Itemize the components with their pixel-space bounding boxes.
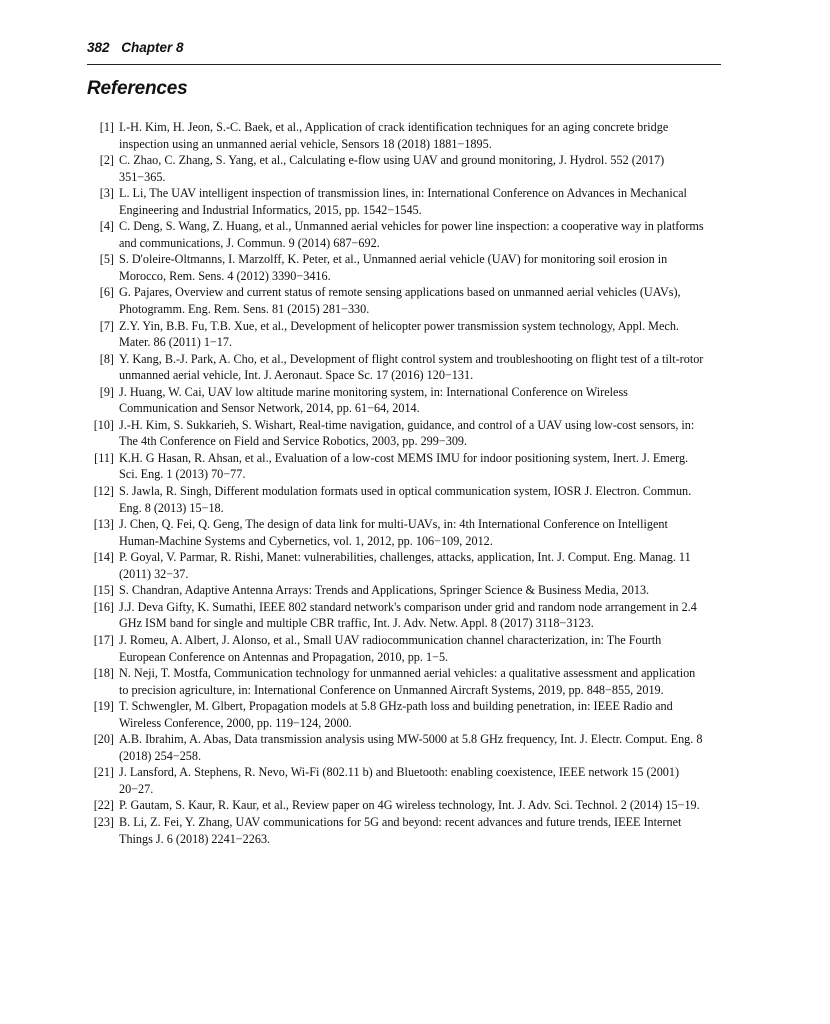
reference-number: [19] <box>93 699 114 714</box>
reference-item <box>87 516 721 549</box>
reference-number: [16] <box>93 599 114 614</box>
reference-item <box>87 797 721 814</box>
reference-text: B. Li, Z. Fei, Y. Zhang, UAV communications for 5G and beyond: recent advances and future trends, IEEE Internet Things J. 6 (2018) 2241−2263. <box>119 814 682 846</box>
reference-item <box>87 351 721 384</box>
reference-text: G. Pajares, Overview and current status of remote sensing applications based on unmanned aerial vehicles (UAVs), Photogramm. Eng. Rem. Sens. 81 (2015) 281−330. <box>119 285 681 317</box>
reference-number: [3] <box>99 186 114 201</box>
reference-text: J. Romeu, A. Albert, J. Alonso, et al., Small UAV radiocommunication channel characterization, in: The Fourth European Conference on Antennas and Propagation, 2010, pp. 1−5. <box>119 632 662 664</box>
reference-text: J.J. Deva Gifty, K. Sumathi, IEEE 802 standard network's comparison under grid and random node arrangement in 2.4 GHz ISM band for single and multiple CBR traffic, Int. J. Adv. Netw. Appl. 8 (2017) 3118−3123. <box>119 599 697 631</box>
reference-item <box>87 417 721 450</box>
reference-item <box>87 582 721 599</box>
reference-item <box>87 185 721 218</box>
reference-number: [11] <box>94 450 114 465</box>
reference-text: T. Schwengler, M. Glbert, Propagation models at 5.8 GHz-path loss and building penetration, in: IEEE Radio and Wireless Conference, 2000, pp. 119−124, 2000. <box>119 699 673 730</box>
reference-text: N. Neji, T. Mostfa, Communication technology for unmanned aerial vehicles: a qualitative assessment and application to precision agriculture, in: International Conference on Unmanned Aircraft Systems, 2019, pp. 848−855, 2019. <box>119 666 696 697</box>
reference-number: [23] <box>93 814 114 829</box>
reference-item <box>87 814 721 847</box>
reference-number: [18] <box>93 666 114 681</box>
reference-number: [6] <box>99 285 114 300</box>
reference-text: L. Li, The UAV intelligent inspection of transmission lines, in: International Conference on Advances in Mechanical Engineering and Industrial Informatics, 2015, pp. 1542−1545. <box>119 186 687 217</box>
reference-number: [8] <box>99 351 114 366</box>
reference-number: [2] <box>99 153 114 168</box>
reference-text: Y. Kang, B.-J. Park, A. Cho, et al., Development of flight control system and troubleshooting on flight test of a tilt-rotor unmanned aerial vehicle, Int. J. Aeronaut. Space Sc. 17 (2016) 120−131. <box>119 351 704 383</box>
reference-number: [20] <box>93 732 114 747</box>
reference-number: [1] <box>99 120 114 134</box>
running-head <box>87 40 721 65</box>
reference-item <box>87 665 721 698</box>
reference-item <box>87 764 721 797</box>
reference-item <box>87 731 721 764</box>
reference-text: P. Gautam, S. Kaur, R. Kaur, et al., Review paper on 4G wireless technology, Int. J. Adv. Sci. Technol. 2 (2014) 15−19. <box>119 798 700 813</box>
reference-item <box>87 632 721 665</box>
reference-number: [10] <box>93 417 114 432</box>
reference-text: P. Goyal, V. Parmar, R. Rishi, Manet: vulnerabilities, challenges, attacks, application, Int. J. Comput. Eng. Manag. 11 (2011) 32−37. <box>119 550 691 581</box>
reference-item <box>87 284 721 317</box>
reference-text: S. Jawla, R. Singh, Different modulation formats used in optical communication system, IOSR J. Electron. Commun. Eng. 8 (2013) 15−18. <box>119 484 692 515</box>
reference-text: S. Chandran, Adaptive Antenna Arrays: Trends and Applications, Springer Science & Business Media, 2013. <box>119 583 650 598</box>
section-title: References <box>87 78 188 99</box>
reference-number: [17] <box>93 632 114 647</box>
reference-number: [4] <box>99 219 114 234</box>
reference-number: [5] <box>99 252 114 267</box>
reference-text: J. Lansford, A. Stephens, R. Nevo, Wi-Fi (802.11 b) and Bluetooth: enabling coexistence, IEEE network 15 (2001) 20−27. <box>119 765 680 796</box>
reference-text: J. Huang, W. Cai, UAV low altitude marine monitoring system, in: International Conference on Wireless Communication and Sensor Network, 2014, pp. 61−64, 2014. <box>119 384 628 416</box>
reference-number: [7] <box>99 318 114 333</box>
reference-item <box>87 450 721 483</box>
reference-number: [13] <box>93 517 114 532</box>
reference-list <box>87 119 721 847</box>
reference-item <box>87 318 721 351</box>
reference-item <box>87 384 721 417</box>
reference-item <box>87 119 721 152</box>
reference-text: J.-H. Kim, S. Sukkarieh, S. Wishart, Real-time navigation, guidance, and control of a UAV using low-cost sensors, in: The 4th Conference on Field and Service Robotics, 2003, pp. 299−309. <box>119 417 695 449</box>
reference-item <box>87 549 721 582</box>
reference-text: S. D'oleire-Oltmanns, I. Marzolff, K. Peter, et al., Unmanned aerial vehicle (UAV) for monitoring soil erosion in Morocco, Rem. Sens. 4 (2012) 3390−3416. <box>119 252 668 283</box>
page-number: 382 <box>87 40 110 55</box>
reference-number: [14] <box>93 550 114 565</box>
reference-text: C. Zhao, C. Zhang, S. Yang, et al., Calculating e-flow using UAV and ground monitoring, J. Hydrol. 552 (2017) 351−365. <box>119 153 665 184</box>
reference-number: [9] <box>99 384 114 399</box>
reference-item <box>87 218 721 251</box>
reference-item <box>87 698 721 731</box>
reference-text: I.-H. Kim, H. Jeon, S.-C. Baek, et al., Application of crack identification techniques for an aging concrete bridge inspection using an unmanned aerial vehicle, Sensors 18 (2018) 1881−1895. <box>119 120 669 151</box>
reference-item <box>87 152 721 185</box>
reference-item <box>87 251 721 284</box>
reference-text: K.H. G Hasan, R. Ahsan, et al., Evaluation of a low-cost MEMS IMU for indoor positioning system, Inert. J. Emerg. Sci. Eng. 1 (2013) 70−77. <box>119 450 689 482</box>
reference-text: A.B. Ibrahim, A. Abas, Data transmission analysis using MW-5000 at 5.8 GHz frequency, Int. J. Electr. Comput. Eng. 8 (2018) 254−258. <box>119 732 703 763</box>
reference-text: J. Chen, Q. Fei, Q. Geng, The design of data link for multi-UAVs, in: 4th International Conference on Intelligent Human-Machine Systems and Cybernetics, vol. 1, 2012, pp. 106−109, 2012. <box>119 517 668 548</box>
reference-text: C. Deng, S. Wang, Z. Huang, et al., Unmanned aerial vehicles for power line inspection: a cooperative way in platforms and communications, J. Commun. 9 (2014) 687−692. <box>119 219 704 250</box>
reference-text: Z.Y. Yin, B.B. Fu, T.B. Xue, et al., Development of helicopter power transmission system technology, Appl. Mech. Mater. 86 (2011) 1−17. <box>119 318 679 350</box>
reference-item <box>87 483 721 516</box>
reference-number: [15] <box>93 583 114 598</box>
reference-number: [12] <box>93 484 114 499</box>
reference-item <box>87 599 721 632</box>
reference-number: [22] <box>93 798 114 813</box>
chapter-label: Chapter 8 <box>121 40 184 55</box>
reference-number: [21] <box>93 765 114 780</box>
